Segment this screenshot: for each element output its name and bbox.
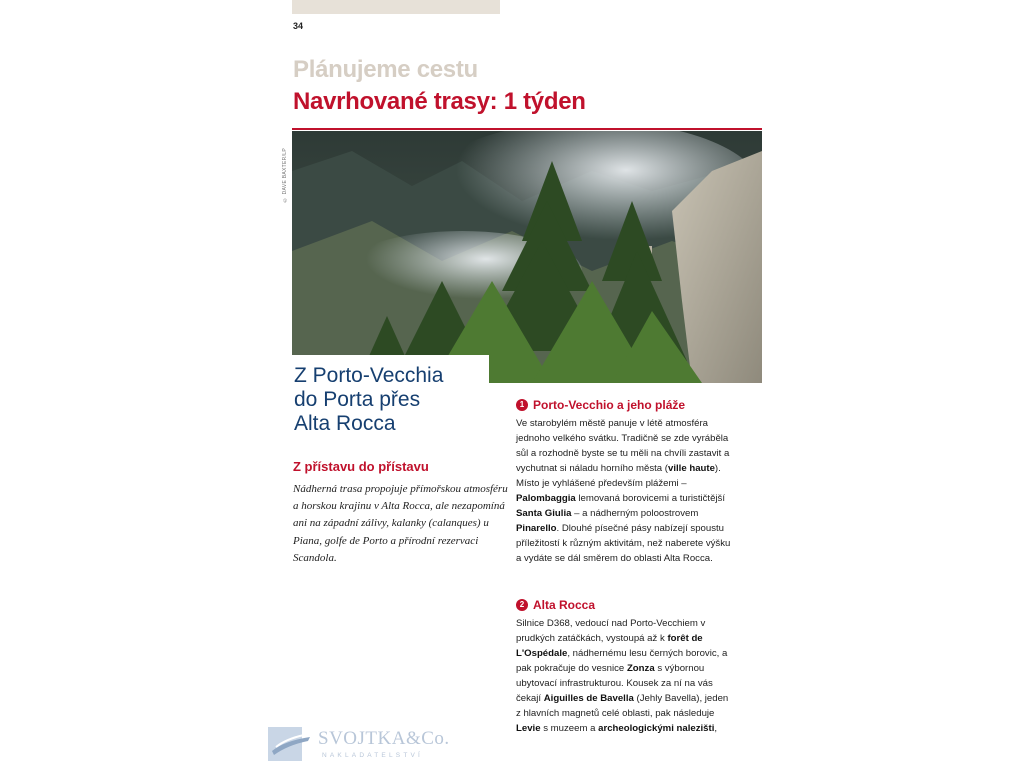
highlight-place: Zonza: [626, 663, 655, 674]
section-porto-vecchio: [516, 398, 731, 566]
number-badge-icon: 2: [516, 599, 528, 611]
intro-heading: Z přístavu do přístavu: [293, 459, 429, 474]
route-title-line: do Porta přes: [294, 388, 421, 411]
publisher-logo-text: SVOJTKA&Co.: [318, 728, 450, 749]
highlight-place: forêt de L'Ospédale: [516, 633, 703, 659]
highlight-place: Aiguilles de Bavella: [543, 693, 634, 704]
page-title: Navrhované trasy: 1 týden: [293, 88, 586, 115]
section-kicker: Plánujeme cestu: [293, 56, 478, 83]
title-divider: [292, 128, 762, 130]
highlight-place: Levie: [516, 723, 541, 734]
highlight-place: archeologickými nalezišti: [598, 723, 715, 734]
mountain-forest-photo: [292, 131, 762, 383]
route-title-line: Alta Rocca: [294, 412, 396, 435]
section-heading-text: Alta Rocca: [533, 598, 596, 612]
route-title: [294, 364, 494, 436]
section-heading: [516, 598, 731, 612]
highlight-place: Palombaggia: [516, 493, 576, 504]
section-heading: [516, 398, 731, 412]
highlight-place: ville haute: [668, 463, 715, 474]
publisher-logo-subtitle: NAKLADATELSTVÍ: [322, 752, 424, 759]
section-alta-rocca: [516, 598, 731, 736]
highlight-place: Santa Giulia: [516, 508, 572, 519]
section-body: Ve starobylém městě panuje v létě atmosféra jednoho velkého svátku. Tradičně se zde vyráběla sůl a rozhodně byste se tu měli na chvíli zastavit a vychutnat si náladu horního města (ville haute). Místo je vyhlášené především plážemi – Palombaggia lemovaná borovicemi a turističtější Santa Giulia – a nádherným poloostrovem Pinarello. Dlouhé písečné pásy nabízejí spoustu příležitostí k různým aktivitám, než naberete výšku a vydáte se dál směrem do oblasti Alta Rocca.: [516, 418, 731, 564]
number-badge-icon: 1: [516, 399, 528, 411]
publisher-logo-icon: [268, 727, 312, 761]
section-heading-text: Porto-Vecchio a jeho pláže: [533, 398, 686, 412]
highlight-place: Pinarello: [516, 523, 557, 534]
route-title-line: Z Porto-Vecchia: [294, 364, 444, 387]
page-tab-strip: [292, 0, 500, 14]
photo-credit: © DAVE BAXTER/LP: [282, 148, 288, 203]
page-number: 34: [293, 21, 304, 31]
intro-text: Nádherná trasa propojuje přímořskou atmosféru a horskou krajinu v Alta Rocca, ale nezapomíná ani na západní zálivy, kalanky (calanques) u Piana, golfe de Porto a přírodní rezervaci Scandola.: [293, 483, 508, 564]
section-body: Silnice D368, vedoucí nad Porto-Vecchiem v prudkých zatáčkách, vystoupá až k forêt de L'Ospédale, nádhernému lesu černých borovic, a pak pokračuje do vesnice Zonza s výbornou ubytovací infrastrukturou. Kousek za ní na vás čekají Aiguilles de Bavella (Jehly Bavella), jeden z hlavních magnetů celé oblasti, pak následuje Levie s muzeem a archeologickými nalezišti,: [516, 618, 729, 734]
